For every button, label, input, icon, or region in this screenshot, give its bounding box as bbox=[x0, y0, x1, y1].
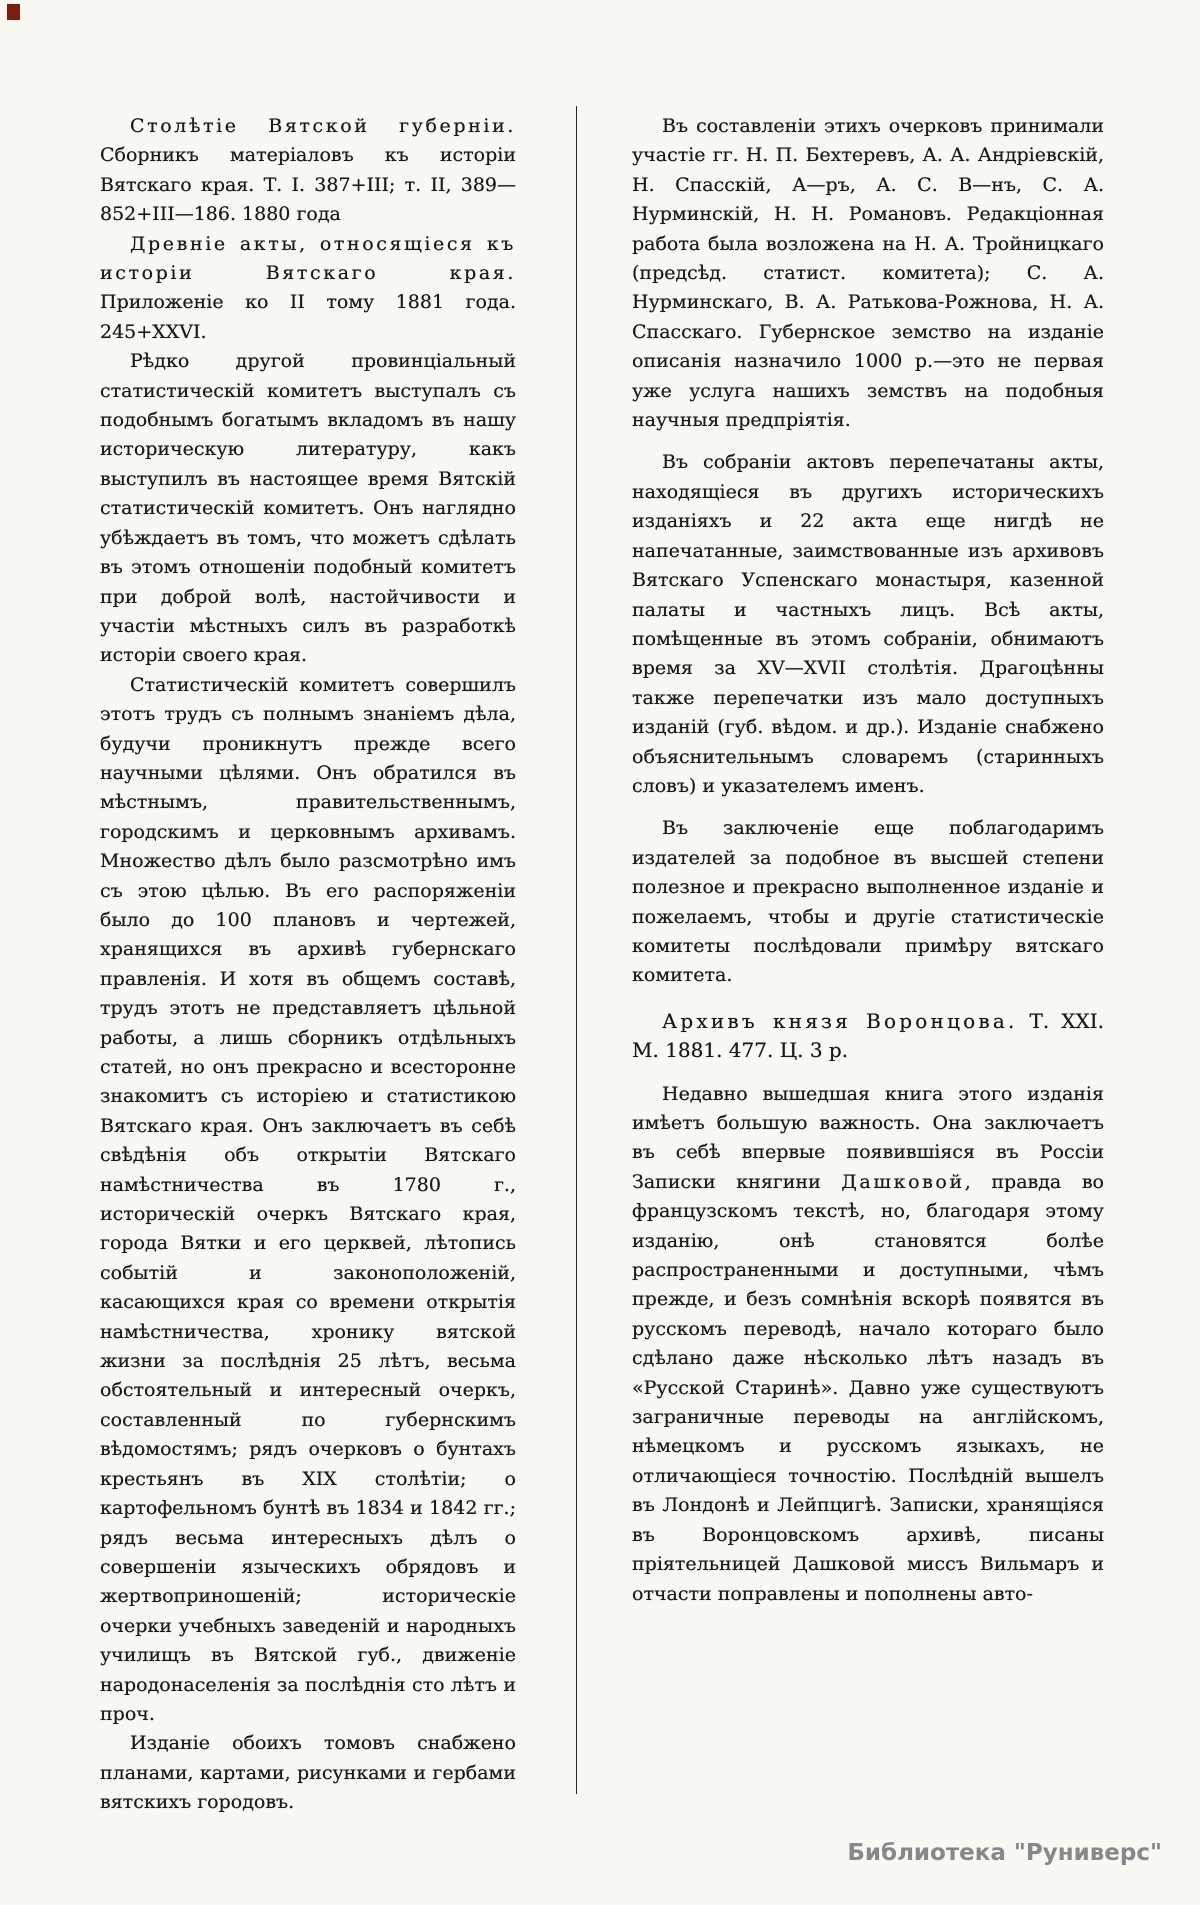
body-text: Изданіе обоихъ томовъ снабжено планами, картами, рисунками и гербами вятскихъ городовъ. bbox=[100, 1732, 516, 1814]
body-text: Статистическій комитетъ совершилъ этотъ трудъ съ полнымъ знаніемъ дѣла, будучи проникнутъ прежде всего научными цѣлями. Онъ обратился въ мѣстнымъ, правительственнымъ, городскимъ и церковнымъ архивамъ. Множество дѣлъ было разсмотрѣно имъ съ этою цѣлью. Въ его распоряженіи было до 100 плановъ и чертежей, хранящихся въ архивѣ губернскаго правленія. И хотя въ общемъ составѣ, трудъ этотъ не представляетъ цѣльной работы, а лишь сборникъ отдѣльныхъ статей, но онъ прекрасно и всесторонне знакомитъ съ исторіею и статистикою Вятскаго края. Онъ заключаетъ въ себѣ свѣдѣнія объ открытіи Вятскаго намѣстничества въ 1780 г., историческій очеркъ Вятскаго края, города Вятки и его церквей, лѣтопись событій и законоположеній, касающихся края со времени открытія намѣстничества, хронику вятской жизни за послѣднія 25 лѣтъ, весьма обстоятельный и интересный очеркъ, составленный по губернскимъ вѣдомостямъ; рядъ очерковъ о бунтахъ крестьянъ въ XIX столѣтіи; о картофельномъ бунтѣ въ 1834 и 1842 гг.; рядъ весьма интересныхъ дѣлъ о совершеніи языческихъ обрядовъ и жертвоприношеній; историческіе очерки учебныхъ заведеній и народныхъ училищъ въ Вятской губ., движеніе народонаселенія за послѣднія сто лѣтъ и проч. bbox=[100, 673, 516, 1725]
body-text: Т. XXI. М. 1881. 477. Ц. 3 р. bbox=[632, 1008, 1104, 1063]
left-text-column bbox=[100, 112, 516, 1818]
body-text: Рѣдко другой провинціальный статистическій комитетъ выступалъ съ подобнымъ богатымъ вкладомъ въ нашу историческую литературу, какъ выступилъ въ настоящее время Вятскій статистическій комитетъ. Онъ наглядно убѣждаетъ въ томъ, что можетъ сдѣлать въ этомъ отношеніи подобный комитетъ при доброй волѣ, настойчивости и участіи мѣстныхъ силъ въ разработкѣ исторіи своего края. bbox=[100, 350, 516, 667]
body-text: Сборникъ матеріаловъ къ исторіи Вятскаго края. Т. I. 387+III; т. II, 389—852+III—186. 1880 года bbox=[100, 144, 516, 226]
paragraph bbox=[100, 671, 516, 1730]
emphasized-text: Архивъ князя Воронцова. bbox=[662, 1008, 1018, 1033]
body-text: Въ составленіи этихъ очерковъ принимали участіе гг. Н. П. Бехтеревъ, А. А. Андріевскій, Н. Спасскій, А—ръ, А. С. В—нъ, С. А. Нурминскій, Н. Н. Романовъ. Редакціонная работа была возложена на Н. А. Тройницкаго (предсѣд. статист. комитета); С. А. Нурминскаго, В. А. Ратькова-Рожнова, Н. А. Спасскаго. Губернское земство на изданіе описанія назначило 1000 р.—это не первая уже услуга нашихъ земствъ на подобныя научныя предпріятія. bbox=[632, 115, 1104, 432]
paragraph bbox=[632, 448, 1104, 801]
library-watermark: Библиотека "Руниверс" bbox=[847, 1840, 1162, 1866]
column-divider-rule bbox=[576, 106, 577, 1794]
emphasized-text: Древніе акты, относящіеся къ исторіи Вятскаго края. bbox=[100, 232, 516, 285]
body-text: , правда во французскомъ текстѣ, но, благодаря этому изданію, онѣ становятся болѣе распространенными и доступными, чѣмъ прежде, и безъ сомнѣнія вскорѣ появятся въ русскомъ переводѣ, начало котораго было сдѣлано даже нѣсколько лѣтъ назадъ въ «Русской Старинѣ». Давно уже существуютъ заграничные переводы на англійскомъ, нѣмецкомъ и русскомъ языкахъ, не отличающіеся точностію. Послѣдній вышелъ въ Лондонѣ и Лейпцигѣ. Записки, хранящіяся въ Воронцовскомъ архивѣ, писаны пріятельницей Дашковой миссъ Вильмаръ и отчасти поправлены и пополнены авто- bbox=[632, 1170, 1104, 1605]
body-text: Въ заключеніе еще поблагодаримъ издателей за подобное въ высшей степени полезное и прекрасно выполненное изданіе и пожелаемъ, чтобы и другіе статистическіе комитеты послѣдовали примѣру вятскаго комитета. bbox=[632, 817, 1104, 987]
paragraph bbox=[100, 1729, 516, 1817]
emphasized-text: Столѣтіе Вятской губерніи. bbox=[130, 115, 516, 137]
scan-artifact-mark bbox=[7, 4, 20, 20]
right-text-column bbox=[632, 112, 1104, 1609]
paragraph bbox=[632, 112, 1104, 435]
bibliographic-entry bbox=[100, 112, 516, 230]
paragraph bbox=[100, 347, 516, 670]
bibliographic-entry bbox=[100, 230, 516, 348]
body-text: Въ собраніи актовъ перепечатаны акты, находящіеся въ другихъ историческихъ изданіяхъ и 22 акта еще нигдѣ не напечатанные, заимствованные изъ архивовъ Вятскаго Успенскаго монастыря, казенной палаты и частныхъ лицъ. Всѣ акты, помѣщенные въ этомъ собраніи, обнимаютъ время за XV—XVII столѣтія. Драгоцѣнны также перепечатки изъ мало доступныхъ изданій (губ. вѣдом. и др.). Изданіе снабжено объяснительнымъ словаремъ (старинныхъ словъ) и указателемъ именъ. bbox=[632, 451, 1104, 797]
body-text: Недавно вышедшая книга этого изданія имѣетъ большую важность. Она заключаетъ въ себѣ впервые появившіяся въ Россіи Записки княгини bbox=[632, 1082, 1104, 1193]
body-text: Приложеніе ко II тому 1881 года. 245+XXVI. bbox=[100, 291, 516, 343]
entry-heading bbox=[632, 1007, 1104, 1066]
paragraph bbox=[632, 814, 1104, 990]
emphasized-text: Дашковой bbox=[841, 1170, 965, 1193]
paragraph bbox=[632, 1080, 1104, 1609]
